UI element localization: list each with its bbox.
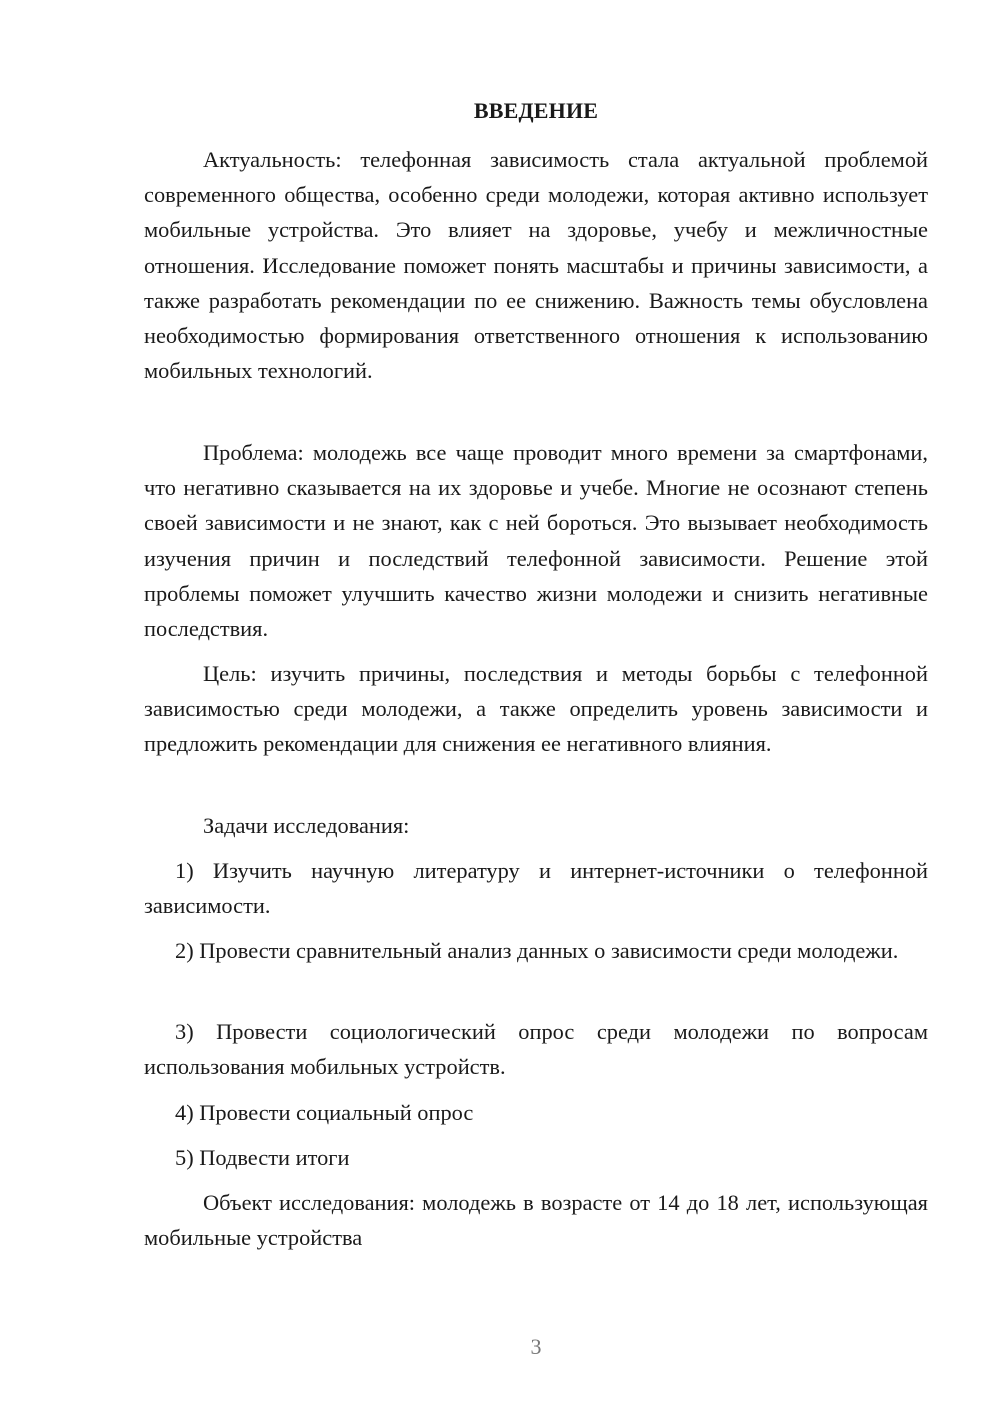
paragraph-goal: Цель: изучить причины, последствия и методы борьбы с телефонной зависимостью среди молодежи, а также определить уровень зависимости и предложить рекомендации для снижения ее негативного влияния. <box>144 661 928 757</box>
list-item-task-3: 3) Провести социологический опрос среди молодежи по вопросам использования мобильных устройств. <box>144 1019 928 1080</box>
list-item-task-4: 4) Провести социальный опрос <box>175 1100 474 1125</box>
paragraph-relevance: Актуальность: телефонная зависимость стала актуальной проблемой современного общества, особенно среди молодежи, которая активно использует мобильные устройства. Это влияет на здоровье, учебу и межличностные отношения. Исследование поможет понять масштабы и причины зависимости, а также разработать рекомендации по ее снижению. Важность темы обусловлена необходимостью формирования ответственного отношения к использованию мобильных технологий. <box>144 147 928 384</box>
list-item-task-2: 2) Провести сравнительный анализ данных о зависимости среди молодежи. <box>175 938 899 963</box>
paragraph-tasks-heading: Задачи исследования: <box>203 813 410 838</box>
list-item-task-1: 1) Изучить научную литературу и интернет-источники о телефонной зависимости. <box>144 858 928 919</box>
page-number: 3 <box>530 1334 542 1359</box>
page-title: ВВЕДЕНИЕ <box>473 98 599 123</box>
list-item-task-5: 5) Подвести итоги <box>175 1145 350 1170</box>
paragraph-problem: Проблема: молодежь все чаще проводит много времени за смартфонами, что негативно сказывается на их здоровье и учебе. Многие не осознают степень своей зависимости и не знают, как с ней бороться. Это вызывает необходимость изучения причин и последствий телефонной зависимости. Решение этой проблемы поможет улучшить качество жизни молодежи и снизить негативные последствия. <box>144 440 928 642</box>
paragraph-object: Объект исследования: молодежь в возрасте от 14 до 18 лет, использующая мобильные устройства <box>144 1190 928 1251</box>
